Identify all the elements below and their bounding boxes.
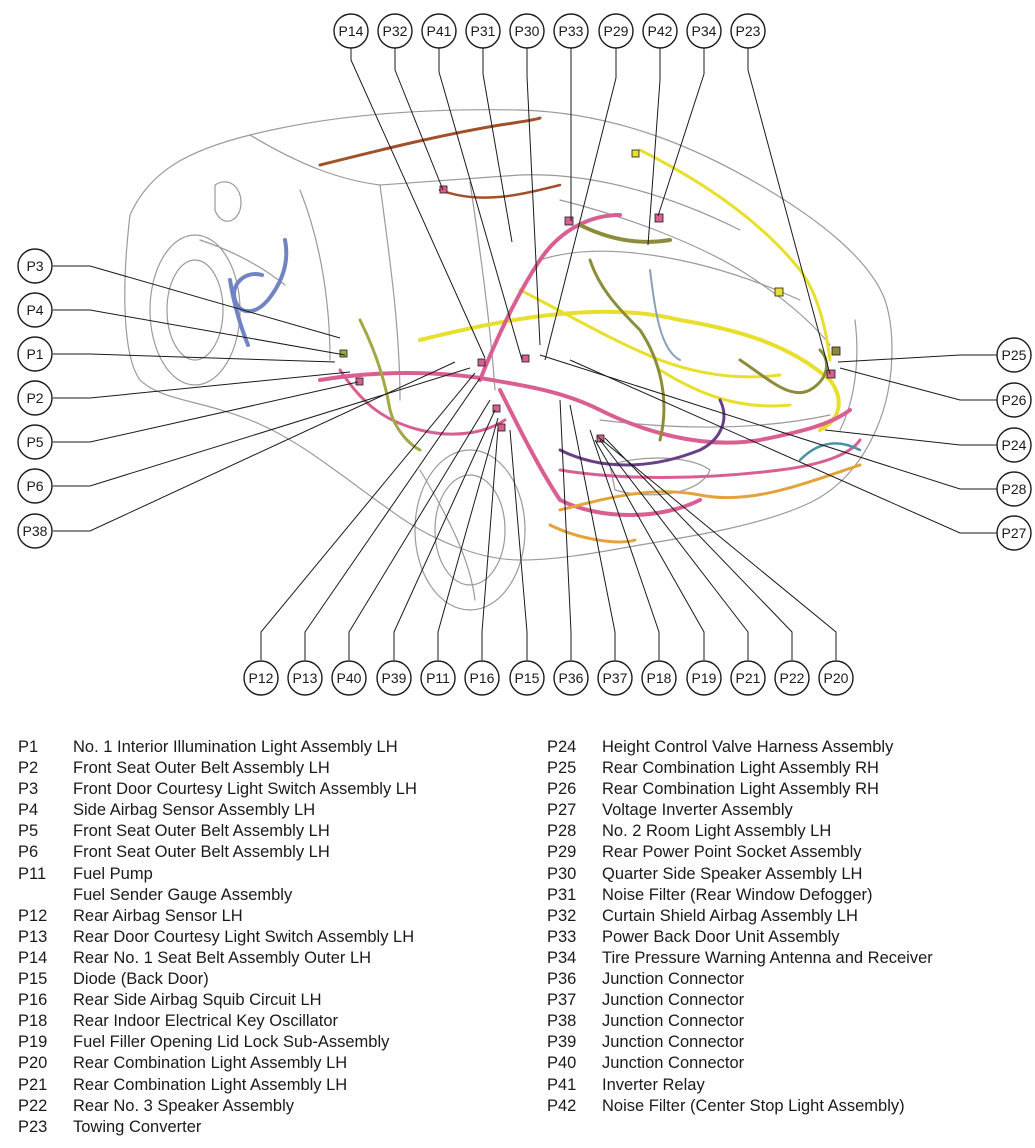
legend-row [18, 842, 518, 863]
legend-row [18, 969, 518, 990]
callout-P1 [18, 337, 52, 371]
legend-row [18, 927, 518, 948]
legend-row [18, 1096, 518, 1117]
legend-row [18, 1032, 518, 1053]
legend-code: P29 [547, 843, 577, 862]
legend-code: P24 [547, 738, 577, 756]
legend-description: Junction Connector [602, 1012, 745, 1031]
legend-code: P32 [547, 906, 577, 925]
legend-code: P4 [18, 801, 39, 820]
callout-P16 [465, 661, 499, 695]
legend-description: Rear No. 3 Speaker Assembly [73, 1096, 295, 1115]
legend-row [18, 1053, 518, 1074]
legend-right-column [547, 737, 1017, 1117]
legend-description: Rear Side Airbag Squib Circuit LH [73, 991, 322, 1010]
callouts-left [18, 249, 52, 548]
leader-lines [53, 48, 997, 660]
legend-code: P23 [18, 1117, 48, 1136]
callout-P38 [18, 514, 52, 548]
legend-description: Noise Filter (Rear Window Defogger) [602, 885, 873, 904]
legend-description: No. 1 Interior Illumination Light Assembly LH [73, 738, 398, 756]
callout-P32 [378, 14, 412, 48]
callout-label: P36 [558, 670, 584, 686]
callout-label: P27 [1001, 525, 1027, 541]
legend-description: Height Control Valve Harness Assembly [602, 738, 894, 756]
legend-code: P14 [18, 948, 48, 967]
callout-label: P33 [558, 23, 584, 39]
callout-label: P29 [603, 23, 629, 39]
legend-description: Junction Connector [602, 1033, 745, 1052]
callout-label: P1 [26, 346, 44, 362]
legend-code: P28 [547, 822, 577, 841]
callout-label: P11 [426, 670, 450, 686]
orange-harness [550, 525, 635, 542]
legend-description: Fuel Sender Gauge Assembly [73, 885, 293, 904]
legend-code: P25 [547, 759, 577, 778]
legend-row [18, 737, 518, 758]
olive-harness [740, 350, 827, 393]
callout-P26 [997, 383, 1031, 417]
legend-description: Front Seat Outer Belt Assembly LH [73, 843, 330, 862]
callout-P11 [421, 661, 455, 695]
callout-label: P38 [22, 523, 48, 539]
legend-description: Power Back Door Unit Assembly [602, 927, 840, 946]
callout-P41 [422, 14, 456, 48]
legend-description: Rear Indoor Electrical Key Oscillator [73, 1012, 339, 1031]
legend-code: P39 [547, 1033, 577, 1052]
legend-code: P36 [547, 970, 577, 989]
callout-P37 [598, 661, 632, 695]
legend-code: P3 [18, 780, 39, 799]
callout-label: P4 [26, 302, 44, 318]
legend-description: Tire Pressure Warning Antenna and Receiver [602, 948, 933, 967]
blue-harness [234, 240, 286, 311]
legend-code: P27 [547, 801, 577, 820]
callout-P21 [731, 661, 765, 695]
legend-description: Rear No. 1 Seat Belt Assembly Outer LH [73, 948, 372, 967]
legend-code: P21 [18, 1075, 48, 1094]
legend-description: Rear Combination Light Assembly RH [602, 780, 879, 799]
callout-label: P39 [381, 670, 407, 686]
legend-code: P2 [18, 759, 39, 778]
callout-P19 [687, 661, 721, 695]
callout-label: P37 [602, 670, 628, 686]
callout-P22 [775, 661, 809, 695]
connector-tabs [340, 150, 840, 442]
callout-label: P34 [691, 23, 717, 39]
legend-row [547, 906, 1017, 927]
legend-row [547, 1032, 1017, 1053]
legend-description: No. 2 Room Light Assembly LH [602, 822, 832, 841]
legend-description: Rear Combination Light Assembly RH [602, 759, 879, 778]
legend-left-column [18, 737, 518, 1138]
callout-label: P5 [26, 434, 44, 450]
orange-harness [560, 465, 860, 510]
legend-description: Towing Converter [73, 1117, 202, 1136]
callout-P33 [554, 14, 588, 48]
legend-row [547, 969, 1017, 990]
legend-row [18, 1117, 518, 1138]
callout-P13 [288, 661, 322, 695]
legend-code: P30 [547, 864, 577, 883]
teal-harness [800, 443, 860, 460]
legend-code: P1 [18, 738, 39, 756]
callout-P23 [731, 14, 765, 48]
olive-harness [580, 225, 670, 242]
legend-description: Noise Filter (Center Stop Light Assembly) [602, 1096, 905, 1115]
legend-code: P6 [18, 843, 39, 862]
legend-code: P33 [547, 927, 577, 946]
callout-label: P6 [26, 478, 44, 494]
legend-code: P41 [547, 1075, 577, 1094]
callout-P18 [642, 661, 676, 695]
legend-row [18, 800, 518, 821]
legend-row [547, 1075, 1017, 1096]
legend-description: Front Seat Outer Belt Assembly LH [73, 759, 330, 778]
callout-label: P12 [248, 670, 274, 686]
pink-harness [560, 440, 860, 478]
legend-description: Junction Connector [602, 1054, 745, 1073]
legend-row [18, 948, 518, 969]
legend-description: Rear Power Point Socket Assembly [602, 843, 862, 862]
callout-P40 [332, 661, 366, 695]
callout-label: P13 [292, 670, 318, 686]
legend-row [547, 1096, 1017, 1117]
legend-code: P40 [547, 1054, 577, 1073]
callout-label: P41 [426, 23, 452, 39]
legend-code: P31 [547, 885, 577, 904]
callout-P25 [997, 338, 1031, 372]
callout-label: P3 [26, 258, 44, 274]
callout-P42 [643, 14, 677, 48]
callout-P29 [599, 14, 633, 48]
legend-description: Front Seat Outer Belt Assembly LH [73, 822, 330, 841]
legend-row [547, 948, 1017, 969]
legend-description: Quarter Side Speaker Assembly LH [602, 864, 863, 883]
callout-label: P26 [1001, 392, 1027, 408]
callout-P3 [18, 249, 52, 283]
legend-code: P13 [18, 927, 48, 946]
callout-P6 [18, 469, 52, 503]
legend-row [547, 821, 1017, 842]
callout-label: P42 [647, 23, 673, 39]
legend-code: P22 [18, 1096, 48, 1115]
legend-row [547, 758, 1017, 779]
brown-harness [440, 185, 560, 198]
legend-code: P18 [18, 1012, 48, 1031]
callout-P39 [377, 661, 411, 695]
legend-row [18, 885, 518, 906]
legend-row [547, 864, 1017, 885]
callout-label: P23 [735, 23, 761, 39]
callout-label: P15 [514, 670, 540, 686]
legend-row [547, 737, 1017, 758]
legend-row [18, 990, 518, 1011]
callout-label: P22 [779, 670, 805, 686]
callout-label: P31 [470, 23, 496, 39]
callout-P20 [819, 661, 853, 695]
legend-code: P15 [18, 970, 48, 989]
legend-description: Junction Connector [602, 970, 745, 989]
legend-row [547, 1011, 1017, 1032]
legend-row [547, 842, 1017, 863]
legend-row [18, 1011, 518, 1032]
legend-description: Diode (Back Door) [73, 970, 209, 989]
olive-harness [360, 320, 420, 450]
legend-row [18, 821, 518, 842]
legend-code: P12 [18, 906, 48, 925]
legend-code: P26 [547, 780, 577, 799]
legend-code: P5 [18, 822, 39, 841]
pink-harness [480, 215, 620, 380]
callout-P27 [997, 516, 1031, 550]
callouts-top [334, 14, 765, 48]
yellow-harness [640, 150, 830, 360]
callout-label: P32 [382, 23, 408, 39]
legend-description: Front Door Courtesy Light Switch Assembly LH [73, 780, 417, 799]
legend-description: Rear Door Courtesy Light Switch Assembly LH [73, 927, 415, 946]
legend-row [547, 800, 1017, 821]
legend-row [547, 927, 1017, 948]
legend-code: P20 [18, 1054, 48, 1073]
legend-description: Rear Airbag Sensor LH [73, 906, 243, 925]
purple-harness [560, 400, 724, 465]
legend-description: Fuel Pump [73, 864, 153, 883]
legend-row [547, 885, 1017, 906]
callout-label: P24 [1001, 437, 1027, 453]
legend-code: P38 [547, 1012, 577, 1031]
legend-description: Junction Connector [602, 991, 745, 1010]
legend-description: Side Airbag Sensor Assembly LH [73, 801, 316, 820]
legend-description: Voltage Inverter Assembly [602, 801, 793, 820]
legend-code: P19 [18, 1033, 48, 1052]
legend-code: P16 [18, 991, 48, 1010]
callout-label: P2 [26, 390, 44, 406]
legend-code: P34 [547, 948, 577, 967]
legend-description: Fuel Filler Opening Lid Lock Sub-Assembly [73, 1033, 390, 1052]
callout-label: P30 [514, 23, 540, 39]
legend-description: Inverter Relay [602, 1075, 705, 1094]
legend-row [18, 779, 518, 800]
callout-P12 [244, 661, 278, 695]
callout-label: P19 [691, 670, 717, 686]
legend-description: Rear Combination Light Assembly LH [73, 1075, 348, 1094]
callout-label: P20 [823, 670, 849, 686]
legend-code [18, 885, 73, 906]
callouts-right [997, 338, 1031, 550]
callout-label: P40 [336, 670, 362, 686]
legend-row [18, 864, 518, 885]
callout-P15 [510, 661, 544, 695]
legend-row [18, 906, 518, 927]
callout-P34 [687, 14, 721, 48]
callout-P2 [18, 381, 52, 415]
callout-label: P14 [338, 23, 364, 39]
legend-row [18, 758, 518, 779]
callout-P31 [466, 14, 500, 48]
callout-P4 [18, 293, 52, 327]
legend-description: Rear Combination Light Assembly LH [73, 1054, 348, 1073]
legend-code: P11 [18, 864, 47, 883]
legend-description: Curtain Shield Airbag Assembly LH [602, 906, 858, 925]
callout-P14 [334, 14, 368, 48]
wire-harness-bundles [230, 118, 860, 542]
legend-row [547, 1053, 1017, 1074]
legend-code: P37 [547, 991, 577, 1010]
callouts-bottom [244, 661, 853, 695]
callout-P24 [997, 428, 1031, 462]
legend-row [547, 990, 1017, 1011]
legend-code: P42 [547, 1096, 577, 1115]
callout-label: P16 [469, 670, 495, 686]
callout-P30 [510, 14, 544, 48]
callout-P28 [997, 472, 1031, 506]
legend-row [547, 779, 1017, 800]
callout-P5 [18, 425, 52, 459]
legend-row [18, 1075, 518, 1096]
callout-label: P28 [1001, 481, 1027, 497]
callout-P36 [554, 661, 588, 695]
vehicle-body-outline [125, 110, 892, 610]
callout-label: P18 [646, 670, 672, 686]
callout-label: P25 [1001, 347, 1027, 363]
callout-label: P21 [735, 670, 761, 686]
